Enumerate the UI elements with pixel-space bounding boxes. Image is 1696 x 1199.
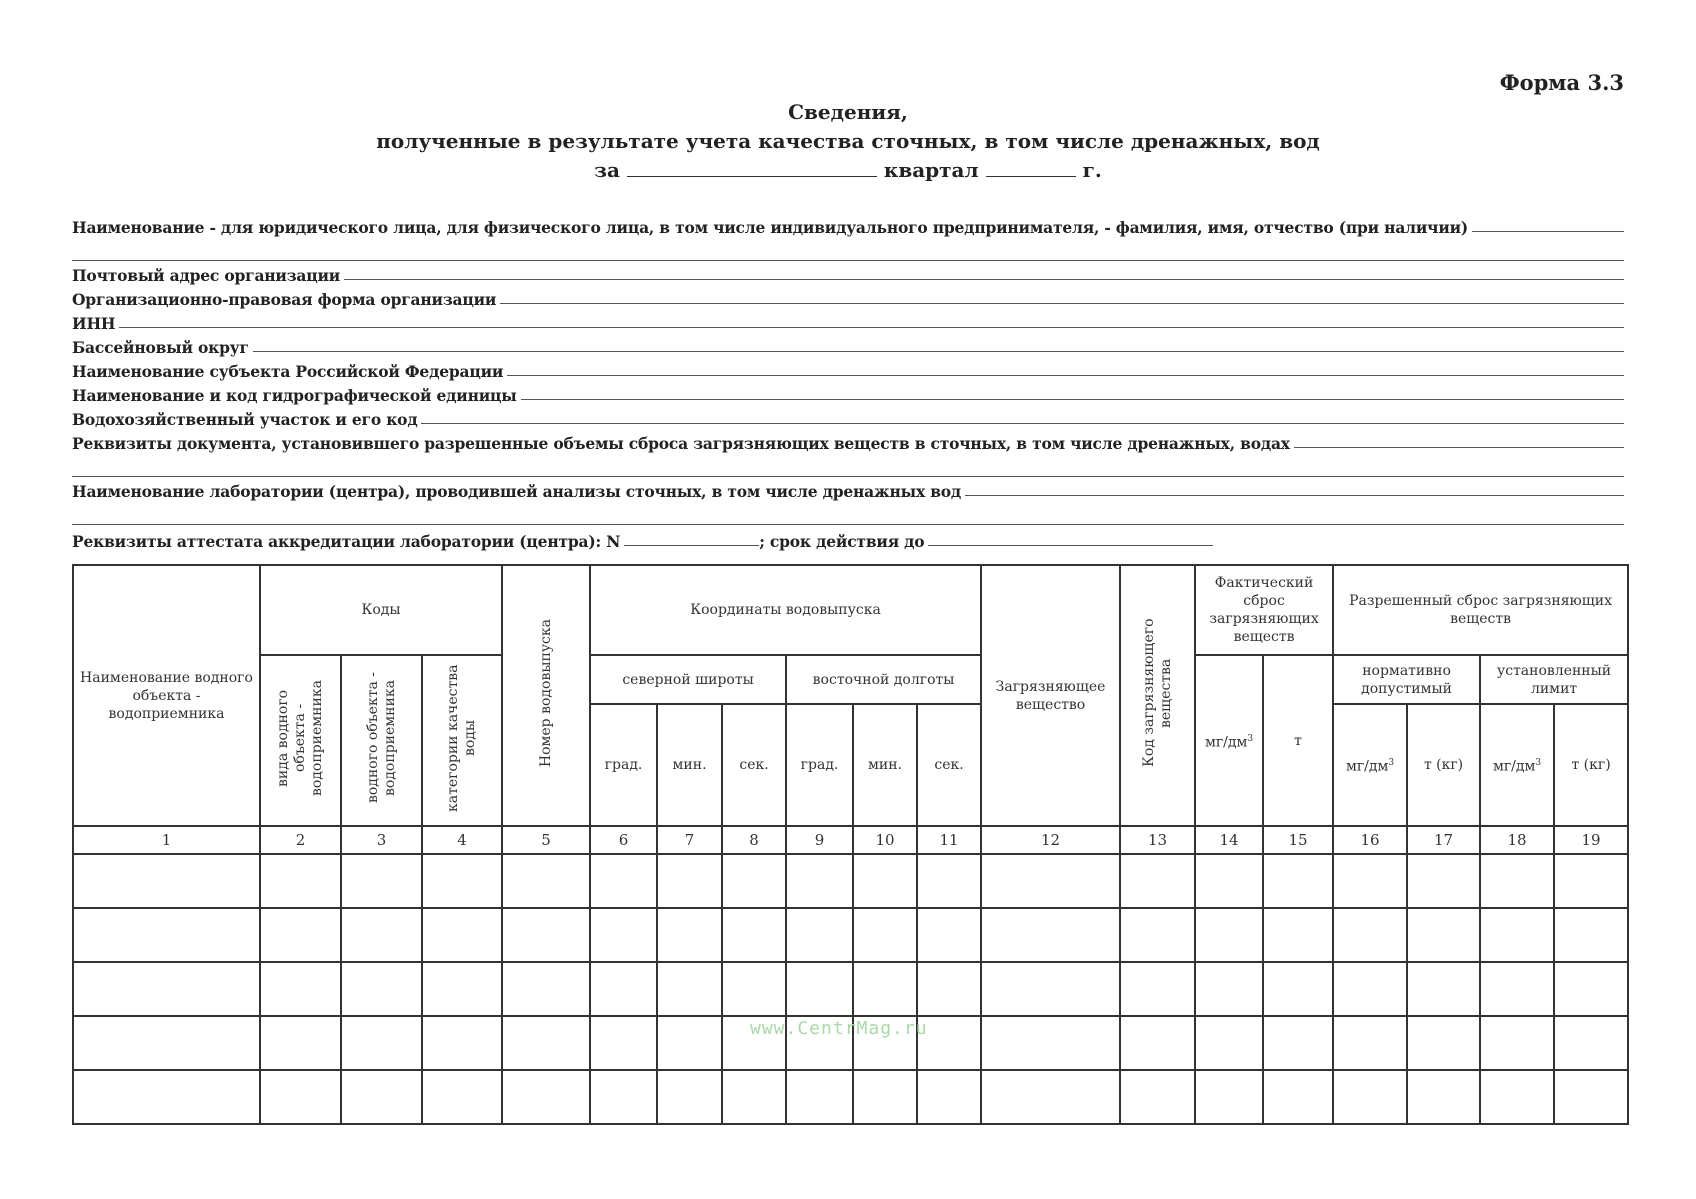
field-label: Реквизиты документа, установившего разрешенные объемы сброса загрязняющих веществ в сточных, в том числе дренажных, водах (72, 434, 1290, 453)
field-row (72, 381, 1624, 405)
column-number: 1 (73, 826, 260, 854)
table-cell[interactable] (981, 908, 1120, 962)
header-allowed-discharge: Разрешенный сброс загрязняющих веществ (1333, 565, 1628, 655)
field-label: Бассейновый округ (72, 338, 249, 357)
header-lat-sec: сек. (722, 704, 786, 826)
accreditation-label: Реквизиты аттестата аккредитации лаборатории (центра): N (72, 532, 621, 551)
table-cell[interactable] (722, 962, 786, 1016)
table-cell[interactable] (1263, 854, 1333, 908)
field-input-line[interactable] (421, 422, 1624, 424)
header-lat-deg: град. (590, 704, 657, 826)
table-cell[interactable] (1407, 1070, 1480, 1124)
header-limit: установленный лимит (1480, 655, 1628, 704)
table-cell[interactable] (590, 1016, 657, 1070)
table-cell[interactable] (590, 854, 657, 908)
field-continuation-line[interactable] (72, 237, 1624, 261)
accreditation-term-line[interactable] (928, 544, 1213, 546)
field-input-line[interactable] (344, 278, 1624, 280)
field-label: Наименование субъекта Российской Федерации (72, 362, 504, 381)
field-continuation-line[interactable] (72, 453, 1624, 477)
table-cell[interactable] (1407, 908, 1480, 962)
column-number: 5 (502, 826, 590, 854)
header-coordinates: Координаты водовыпуска (590, 565, 981, 655)
column-number: 14 (1195, 826, 1263, 854)
header-lon-sec: сек. (917, 704, 981, 826)
field-row (72, 333, 1624, 357)
field-row (72, 285, 1624, 309)
table-body (73, 854, 1628, 1124)
field-label: Водохозяйственный участок и его код (72, 410, 418, 429)
table-cell[interactable] (422, 908, 502, 962)
table-cell[interactable] (341, 908, 422, 962)
table-cell[interactable] (1120, 1016, 1195, 1070)
field-row (72, 405, 1624, 429)
table-cell[interactable] (981, 962, 1120, 1016)
table-cell[interactable] (853, 962, 917, 1016)
form-number: Форма 3.3 (1499, 70, 1624, 95)
header-actual-discharge: Фактический сброс загрязняющих веществ (1195, 565, 1333, 655)
table-cell[interactable] (1333, 854, 1407, 908)
table-cell[interactable] (1554, 1016, 1628, 1070)
header-codes: Коды (260, 565, 502, 655)
table-cell[interactable] (657, 1016, 722, 1070)
table-cell[interactable] (722, 908, 786, 962)
title-g: г. (1082, 158, 1102, 182)
column-number: 4 (422, 826, 502, 854)
column-number: 12 (981, 826, 1120, 854)
header-limit-tkg: т (кг) (1554, 704, 1628, 826)
column-number: 2 (260, 826, 341, 854)
header-normative-tkg: т (кг) (1407, 704, 1480, 826)
title-kvartal: квартал (883, 158, 979, 182)
table-cell[interactable] (981, 1070, 1120, 1124)
table-cell[interactable] (1120, 962, 1195, 1016)
table-cell[interactable] (73, 854, 260, 908)
table-cell[interactable] (73, 962, 260, 1016)
table-cell[interactable] (657, 1070, 722, 1124)
field-row (72, 429, 1624, 453)
table-cell[interactable] (853, 908, 917, 962)
table-cell[interactable] (502, 1016, 590, 1070)
title-line-3 (0, 156, 1696, 185)
field-input-line[interactable] (119, 326, 1624, 328)
table-cell[interactable] (917, 908, 981, 962)
field-label: Наименование - для юридического лица, для физического лица, в том числе индивидуального предпринимателя, - фамилия, имя, отчество (при наличии) (72, 218, 1469, 237)
table-cell[interactable] (917, 962, 981, 1016)
table-cell[interactable] (590, 908, 657, 962)
data-table-wrap (72, 564, 1627, 1125)
table-cell[interactable] (1333, 1016, 1407, 1070)
field-label: Почтовый адрес организации (72, 266, 341, 285)
title-za: за (594, 158, 620, 182)
table-cell[interactable] (1407, 854, 1480, 908)
field-input-line[interactable] (965, 494, 1624, 496)
field-row (72, 357, 1624, 381)
table-cell[interactable] (786, 962, 853, 1016)
table-cell[interactable] (1120, 908, 1195, 962)
year-blank[interactable] (986, 158, 1076, 177)
header-code-category: категории качества воды (422, 655, 502, 826)
field-input-line[interactable] (1472, 230, 1624, 232)
column-number: 17 (1407, 826, 1480, 854)
accreditation-row (72, 527, 1624, 551)
table-cell[interactable] (1554, 854, 1628, 908)
column-number: 19 (1554, 826, 1628, 854)
table-cell[interactable] (502, 962, 590, 1016)
header-pollutant: Загрязняющее вещество (981, 565, 1120, 826)
table-cell[interactable] (1263, 908, 1333, 962)
table-cell[interactable] (1554, 908, 1628, 962)
table-cell[interactable] (981, 1016, 1120, 1070)
table-cell[interactable] (260, 1016, 341, 1070)
column-number: 8 (722, 826, 786, 854)
table-cell[interactable] (422, 962, 502, 1016)
title-line-2: полученные в результате учета качества сточных, в том числе дренажных, вод (376, 129, 1320, 153)
table-cell[interactable] (73, 1016, 260, 1070)
field-label: Наименование лаборатории (центра), проводившей анализы сточных, в том числе дренажных вод (72, 482, 962, 501)
field-input-line[interactable] (500, 302, 1624, 304)
table-cell[interactable] (722, 1070, 786, 1124)
table-cell[interactable] (341, 854, 422, 908)
table-cell[interactable] (981, 854, 1120, 908)
header-latitude: северной широты (590, 655, 786, 704)
table-cell[interactable] (260, 1070, 341, 1124)
table-cell[interactable] (1480, 908, 1554, 962)
column-number: 18 (1480, 826, 1554, 854)
header-fields (72, 213, 1624, 551)
table-row (73, 854, 1628, 908)
table-cell[interactable] (1263, 1016, 1333, 1070)
table-cell[interactable] (853, 854, 917, 908)
title-line-1: Сведения, (788, 100, 908, 124)
header-longitude: восточной долготы (786, 655, 981, 704)
table-cell[interactable] (1480, 1016, 1554, 1070)
accreditation-term-label: ; срок действия до (759, 532, 925, 551)
table-cell[interactable] (1333, 962, 1407, 1016)
accreditation-number-line[interactable] (624, 544, 759, 546)
header-pollutant-code: Код загрязняющего вещества (1120, 565, 1195, 826)
table-cell[interactable] (1120, 854, 1195, 908)
header-normative-mg: $мг/дм^3$ (1333, 704, 1407, 826)
field-input-line[interactable] (521, 398, 1624, 400)
table-cell[interactable] (341, 962, 422, 1016)
header-actual-mg: $мг/дм^3$ (1195, 655, 1263, 826)
field-input-line[interactable] (253, 350, 1624, 352)
table-cell[interactable] (422, 1016, 502, 1070)
table-cell[interactable] (917, 1070, 981, 1124)
header-outlet-number: Номер водовыпуска (502, 565, 590, 826)
column-number: 3 (341, 826, 422, 854)
column-number: 11 (917, 826, 981, 854)
header-actual-t: т (1263, 655, 1333, 826)
table-cell[interactable] (1195, 1070, 1263, 1124)
header-normative: нормативно допустимый (1333, 655, 1480, 704)
table-cell[interactable] (1480, 962, 1554, 1016)
column-number: 16 (1333, 826, 1407, 854)
column-number: 7 (657, 826, 722, 854)
table-cell[interactable] (1195, 1016, 1263, 1070)
table-cell[interactable] (422, 1070, 502, 1124)
table-cell[interactable] (917, 854, 981, 908)
field-input-line[interactable] (507, 374, 1624, 376)
quarter-blank[interactable] (627, 158, 877, 177)
table-cell[interactable] (590, 962, 657, 1016)
table-cell[interactable] (853, 1070, 917, 1124)
document-title (0, 98, 1696, 185)
column-number: 6 (590, 826, 657, 854)
table-cell[interactable] (260, 962, 341, 1016)
field-input-line[interactable] (1294, 446, 1624, 448)
watermark: www.CentrMag.ru (750, 1018, 928, 1039)
header-lon-min: мин. (853, 704, 917, 826)
table-cell[interactable] (422, 854, 502, 908)
table-cell[interactable] (1333, 1070, 1407, 1124)
column-number: 13 (1120, 826, 1195, 854)
table-cell[interactable] (1407, 1016, 1480, 1070)
table-cell[interactable] (657, 854, 722, 908)
field-row (72, 261, 1624, 285)
header-code-object: водного объекта - водоприемника (341, 655, 422, 826)
field-row (72, 477, 1624, 501)
field-label: Наименование и код гидрографической единицы (72, 386, 517, 405)
header-lat-min: мин. (657, 704, 722, 826)
field-row (72, 213, 1624, 237)
header-lon-deg: град. (786, 704, 853, 826)
column-numbers-row (73, 826, 1628, 854)
table-cell[interactable] (590, 1070, 657, 1124)
header-limit-mg: $мг/дм^3$ (1480, 704, 1554, 826)
table-cell[interactable] (657, 908, 722, 962)
table-cell[interactable] (1554, 962, 1628, 1016)
table-cell[interactable] (1554, 1070, 1628, 1124)
table-cell[interactable] (341, 1070, 422, 1124)
table-cell[interactable] (502, 1070, 590, 1124)
table-cell[interactable] (657, 962, 722, 1016)
table-cell[interactable] (1480, 854, 1554, 908)
field-continuation-line[interactable] (72, 501, 1624, 525)
table-cell[interactable] (1407, 962, 1480, 1016)
table-row (73, 1070, 1628, 1124)
table-cell[interactable] (1195, 908, 1263, 962)
table-cell[interactable] (1120, 1070, 1195, 1124)
table-cell[interactable] (73, 1070, 260, 1124)
table-cell[interactable] (73, 908, 260, 962)
table-cell[interactable] (786, 1070, 853, 1124)
table-cell[interactable] (722, 854, 786, 908)
wastewater-quality-table (72, 564, 1629, 1125)
header-code-type: вида водного объекта - водоприемника (260, 655, 341, 826)
table-cell[interactable] (1195, 854, 1263, 908)
header-water-body: Наименование водного объекта - водоприемника (73, 565, 260, 826)
table-cell[interactable] (260, 854, 341, 908)
table-row (73, 962, 1628, 1016)
table-cell[interactable] (502, 854, 590, 908)
table-cell[interactable] (1263, 962, 1333, 1016)
column-number: 15 (1263, 826, 1333, 854)
table-cell[interactable] (502, 908, 590, 962)
field-label: Организационно-правовая форма организации (72, 290, 497, 309)
field-label: ИНН (72, 314, 116, 333)
table-cell[interactable] (1480, 1070, 1554, 1124)
table-cell[interactable] (260, 908, 341, 962)
table-cell[interactable] (786, 908, 853, 962)
field-row (72, 309, 1624, 333)
column-number: 9 (786, 826, 853, 854)
table-row (73, 908, 1628, 962)
column-number: 10 (853, 826, 917, 854)
table-cell[interactable] (1195, 962, 1263, 1016)
table-cell[interactable] (1333, 908, 1407, 962)
table-cell[interactable] (1263, 1070, 1333, 1124)
table-cell[interactable] (341, 1016, 422, 1070)
table-cell[interactable] (786, 854, 853, 908)
